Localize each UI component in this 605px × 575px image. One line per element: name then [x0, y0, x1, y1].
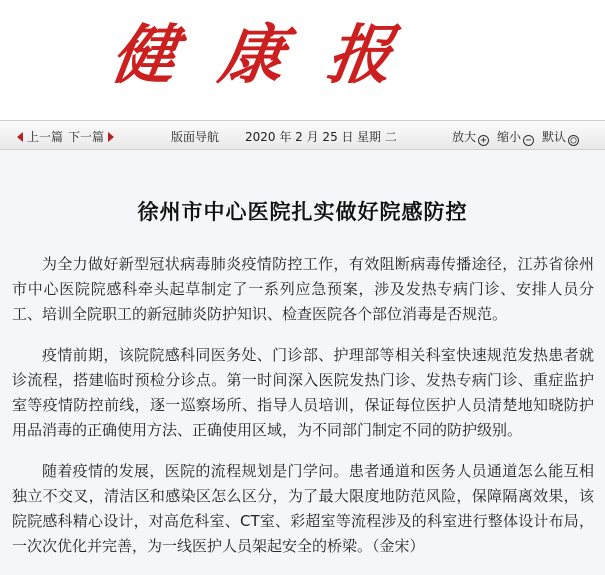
- masthead: [0, 0, 605, 120]
- page-navigation-link[interactable]: 版面导航: [171, 130, 220, 144]
- article-paragraph: 随着疫情的发展，医院的流程规划是门学问。患者通道和医务人员通道怎么能互相独立不交叉，清洁区和感染区怎么区分，为了最大限度地防范风险，保障隔离效果，该院院感科精心设计，对高危科室、CT室、彩超室等流程涉及的科室进行整体设计布局，一次次优化并完善，为一线医护人员架起安全的桥梁。（金宋）: [12, 462, 594, 555]
- zoom-in-label: 放大: [452, 130, 477, 144]
- navigation-bar: [0, 120, 605, 150]
- article-paragraph: 为全力做好新型冠状病毒肺炎疫情防控工作，有效阻断病毒传播途径，江苏省徐州市中心医院院感科牵头起草制定了一系列应急预案，涉及发热专病门诊、安排人员分工、培训全院职工的新冠肺炎防护知识、检查医院各个部位消毒是否规范。: [12, 255, 594, 323]
- default-size-button[interactable]: [542, 128, 579, 146]
- arrow-right-icon: [108, 132, 114, 142]
- default-size-label: 默认: [542, 130, 567, 144]
- zoom-out-label: 缩小: [497, 130, 522, 144]
- issue-date: 2020 年 2 月 25 日: [245, 130, 354, 144]
- article-paragraph: 疫情前期，该院院感科同医务处、门诊部、护理部等相关科室快速规范发热患者就诊流程，搭建临时预检分诊点。第一时间深入医院发热门诊、发热专病门诊、重症监护室等疫情防控前线，逐一巡察场所、指导人员培训，保证每位医护人员清楚地知晓防护用品消毒的正确使用方法、正确使用区域，为不同部门制定不同的防护级别。: [12, 346, 594, 439]
- next-article-label: 下一篇: [68, 130, 105, 144]
- issue-weekday: 星期 二: [357, 130, 397, 144]
- prev-article-link[interactable]: [17, 128, 63, 145]
- arrow-left-icon: [17, 132, 23, 142]
- default-circle-icon: ○: [568, 135, 579, 146]
- zoom-out-button[interactable]: [497, 128, 534, 146]
- newspaper-logo: 健康报: [106, 18, 442, 93]
- prev-article-label: 上一篇: [27, 130, 64, 144]
- minus-circle-icon: −: [523, 135, 534, 146]
- next-article-link[interactable]: [68, 128, 114, 145]
- plus-circle-icon: +: [478, 135, 489, 146]
- article-body: [0, 150, 605, 575]
- article-title: 徐州市中心医院扎实做好院感防控: [137, 200, 468, 224]
- zoom-in-button[interactable]: [452, 128, 489, 146]
